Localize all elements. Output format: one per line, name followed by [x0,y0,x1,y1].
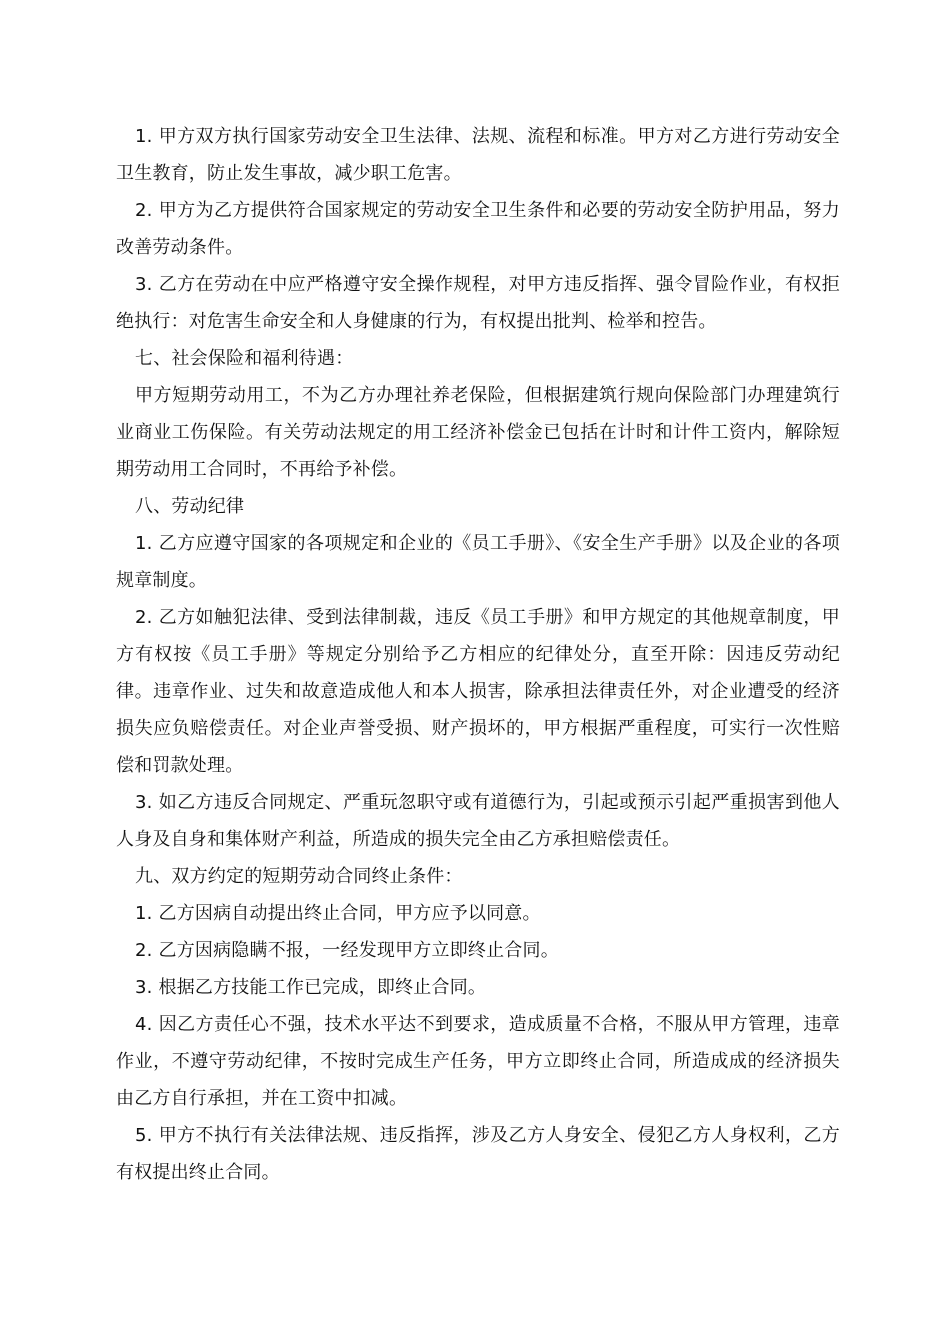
paragraph-termination-3: 3. 根据乙方技能工作已完成，即终止合同。 [135,977,487,998]
paragraph-insurance: 甲方短期劳动用工，不为乙方办理社养老保险，但根据建筑行规向保险部门办理建筑行业商业工伤保险。有关劳动法规定的用工经济补偿金已包括在计时和计件工资内，解除短期劳动用工合同时，不再给予补偿。 [116,385,840,480]
paragraph-safety-1: 1. 甲方双方执行国家劳动安全卫生法律、法规、流程和标准。甲方对乙方进行劳动安全卫生教育，防止发生事故，减少职工危害。 [116,126,840,184]
paragraph-discipline-1: 1. 乙方应遵守国家的各项规定和企业的《员工手册》、《安全生产手册》以及企业的各项规章制度。 [116,533,840,591]
document-body [116,118,840,1191]
paragraph-discipline-2: 2. 乙方如触犯法律、受到法律制裁，违反《员工手册》和甲方规定的其他规章制度，甲方有权按《员工手册》等规定分别给予乙方相应的纪律处分，直至开除：因违反劳动纪律。违章作业、过失和故意造成他人和本人损害，除承担法律责任外，对企业遭受的经济损失应负赔偿责任。对企业声誉受损、财产损坏的，甲方根据严重程度，可实行一次性赔偿和罚款处理。 [116,607,840,776]
paragraph-termination-5: 5. 甲方不执行有关法律法规、违反指挥，涉及乙方人身安全、侵犯乙方人身权利，乙方有权提出终止合同。 [116,1125,840,1183]
paragraph-safety-2: 2. 甲方为乙方提供符合国家规定的劳动安全卫生条件和必要的劳动安全防护用品，努力改善劳动条件。 [116,200,840,258]
paragraph-termination-1: 1. 乙方因病自动提出终止合同，甲方应予以同意。 [135,903,541,924]
section-heading-7: 七、社会保险和福利待遇： [135,348,354,369]
section-heading-9: 九、双方约定的短期劳动合同终止条件： [135,866,463,887]
paragraph-termination-4: 4. 因乙方责任心不强，技术水平达不到要求，造成质量不合格，不服从甲方管理，违章作业，不遵守劳动纪律，不按时完成生产任务，甲方立即终止合同，所造成成的经济损失由乙方自行承担，并在工资中扣减。 [116,1014,840,1109]
paragraph-discipline-3: 3. 如乙方违反合同规定、严重玩忽职守或有道德行为，引起或预示引起严重损害到他人人身及自身和集体财产利益，所造成的损失完全由乙方承担赔偿责任。 [116,792,840,850]
paragraph-termination-2: 2. 乙方因病隐瞒不报，一经发现甲方立即终止合同。 [135,940,559,961]
paragraph-safety-3: 3. 乙方在劳动在中应严格遵守安全操作规程，对甲方违反指挥、强令冒险作业，有权拒绝执行：对危害生命安全和人身健康的行为，有权提出批判、检举和控告。 [116,274,840,332]
section-heading-8: 八、劳动纪律 [135,496,245,517]
